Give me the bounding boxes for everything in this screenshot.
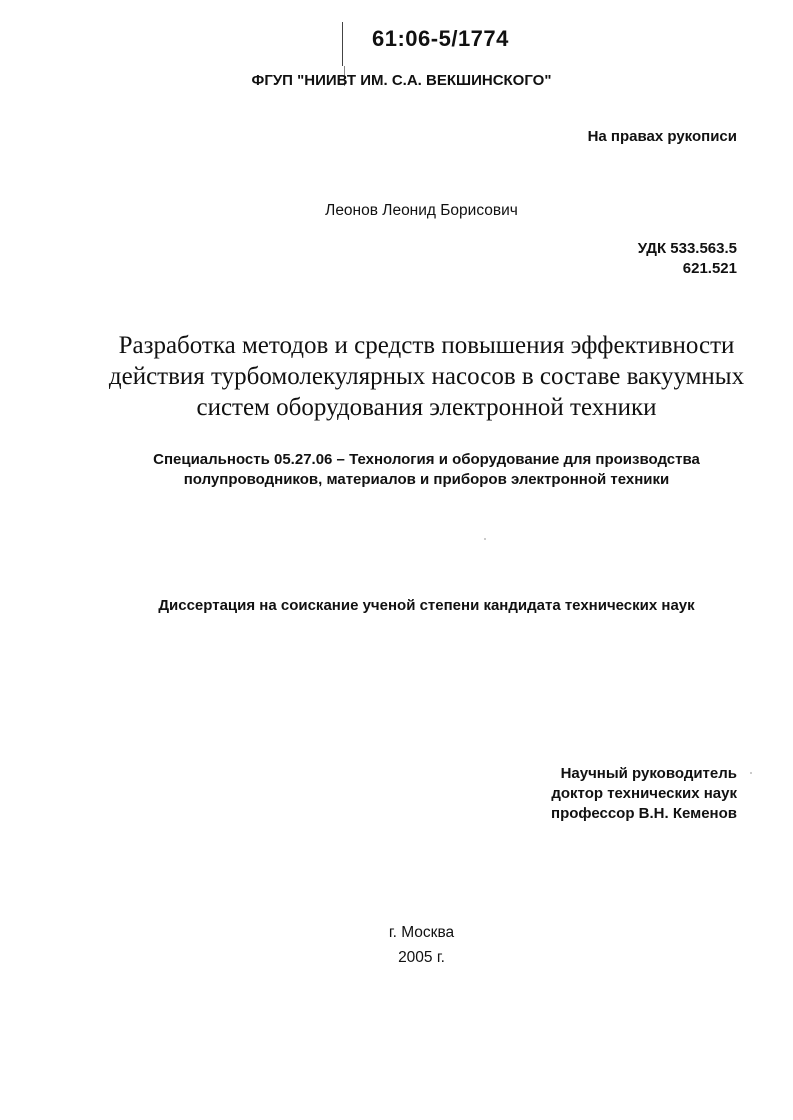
- scan-speck: [484, 538, 486, 540]
- udk-line-1: УДК 533.563.5: [637, 240, 737, 257]
- specialty-block: [40, 450, 793, 490]
- udk-line-2: 621.521: [682, 260, 737, 277]
- title-line-2: действия турбомолекулярных насосов в составе вакуумных: [108, 363, 745, 390]
- author-name: Леонов Леонид Борисович: [325, 202, 518, 219]
- year: 2005 г.: [398, 949, 445, 966]
- supervisor-role: Научный руководитель: [560, 765, 737, 782]
- rights-note: На правах рукописи: [587, 128, 737, 145]
- supervisor-name: профессор В.Н. Кеменов: [551, 805, 737, 822]
- degree-statement: Диссертация на соискание ученой степени кандидата технических наук: [158, 597, 695, 614]
- city: г. Москва: [388, 924, 455, 941]
- specialty-line-1: Специальность 05.27.06 – Технология и оборудование для производства: [153, 451, 700, 468]
- place-and-year: [0, 920, 793, 970]
- supervisor-block: [551, 764, 737, 824]
- dissertation-title: [70, 330, 783, 423]
- stamp-rule: [342, 22, 343, 66]
- title-line-3: систем оборудования электронной техники: [196, 394, 657, 421]
- title-line-1: Разработка методов и средств повышения эффективности: [118, 332, 735, 359]
- scan-speck: [750, 772, 752, 774]
- specialty-line-2: полупроводников, материалов и приборов электронной техники: [183, 471, 670, 488]
- udk-block: [638, 239, 737, 279]
- library-stamp-code: 61:06-5/1774: [372, 26, 509, 51]
- organization-name: ФГУП "НИИВТ ИМ. С.А. ВЕКШИНСКОГО": [251, 72, 552, 89]
- supervisor-degree: доктор технических наук: [551, 785, 737, 802]
